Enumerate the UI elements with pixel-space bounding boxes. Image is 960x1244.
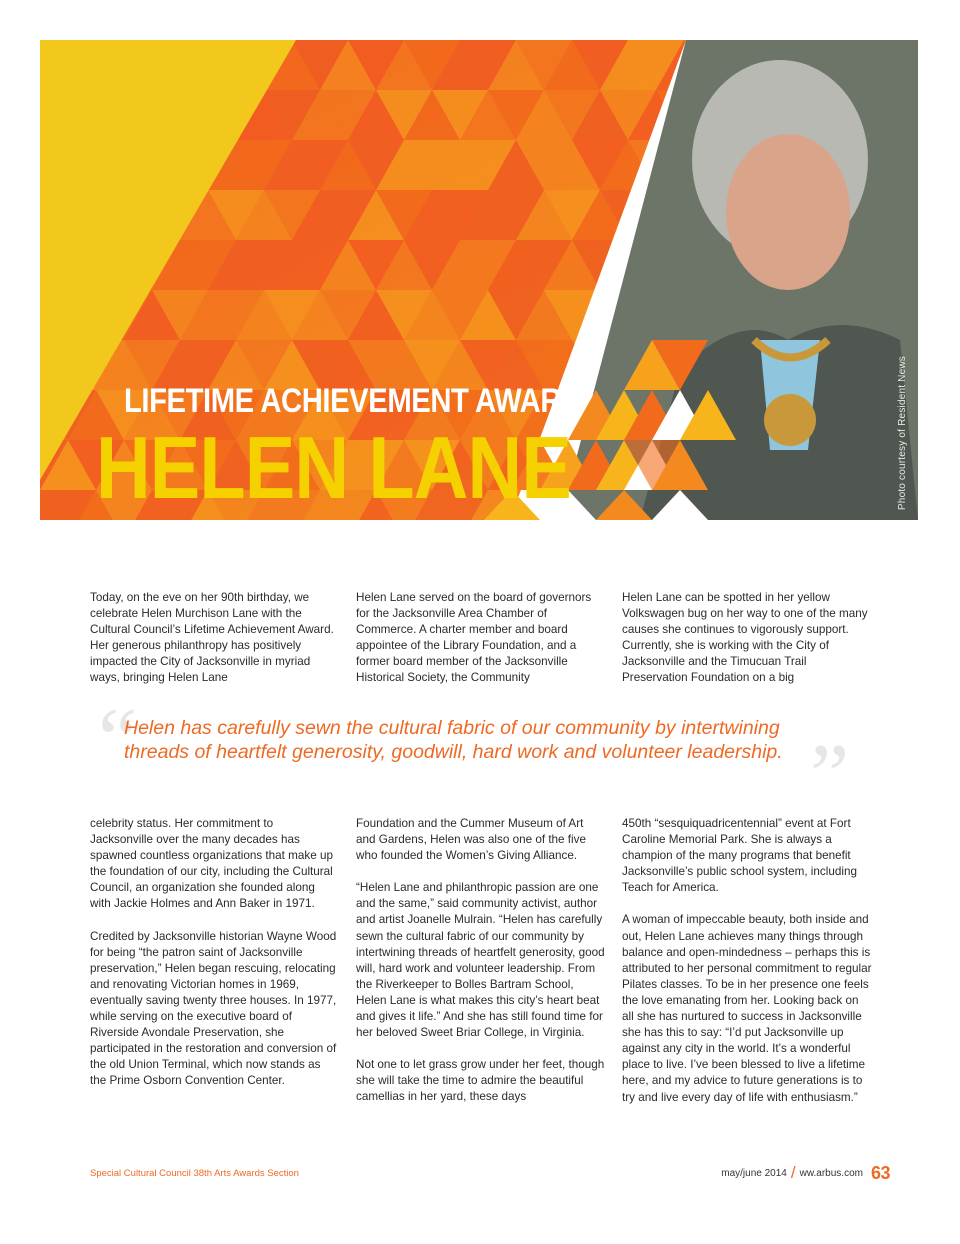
pull-quote [98, 691, 858, 824]
page-number: 63 [870, 1163, 890, 1183]
open-quote-mark: “ [98, 691, 138, 788]
paragraph: Helen Lane served on the board of governors for the Jacksonville Area Chamber of Commerce. A charter member and board appointee of the Library Foundation, and a former board member of the Jacksonville Historical Society, the Community [356, 591, 592, 685]
article-column-1-top [90, 590, 338, 703]
paragraph: celebrity status. Her commitment to Jacksonville over the many decades has spawned countless organizations that make up the foundation of our city, including the Cultural Council, an organization she founded along with Jackie Holmes and Ann Baker in 1971. [90, 817, 333, 911]
paragraph: Today, on the eve on her 90th birthday, we celebrate Helen Murchison Lane with the Cultural Council’s Lifetime Achievement Award. Her generous philanthropy has positively impacted the City of Jacksonville in myriad ways, bringing Helen Lane [90, 591, 334, 685]
paragraph: “Helen Lane and philanthropic passion are one and the same,” said community activist, author and artist Joanelle Mulrain. “Helen has carefully sewn the cultural fabric of our community by intertwining threads of heartfelt generosity, good will, hard work and volunteer leadership. From the Riverkeeper to Bolles Bartram School, Helen Lane is what makes this city’s heart beat and gives it life.” And she has still found time for her beloved Sweet Briar College, in Virginia. [356, 881, 605, 1040]
paragraph: A woman of impeccable beauty, both inside and out, Helen Lane achieves many things through balance and open-mindedness – perhaps this is attributed to her personal commitment to regular Pilates classes. To be in her presence one feels the love emanating from her. Looking back on all she has nurtured to success in Jacksonville she has this to say: “I’d put Jacksonville up against any city in the world. It’s a wonderful place to live. I’ve been blessed to live a lifetime here, and my advice to future generations is to try and live every day of life with enthusiasm.” [622, 913, 872, 1104]
article-column-1-bottom [90, 816, 338, 1106]
paragraph: 450th “sesquiquadricentennial” event at Fort Caroline Memorial Park. She is always a champion of the many programs that benefit Jacksonville’s public school system, including Teach for America. [622, 817, 857, 895]
issue-date: may/june 2014 [721, 1168, 787, 1179]
article-column-3-top [622, 590, 872, 703]
article-column-2-bottom [356, 816, 606, 1122]
article-column-3-bottom [622, 816, 872, 1122]
paragraph: Credited by Jacksonville historian Wayne Wood for being “the patron saint of Jacksonville preservation,” Helen began rescuing, relocating and renovating Victorian homes in 1969, eventually saving twenty three houses. In 1977, while serving on the executive board of Riverside Avondale Preservation, she participated in the restoration and conversion of the old Union Terminal, which now stands as the Prime Osborn Convention Center. [90, 929, 337, 1088]
pull-quote-text: Helen has carefully sewn the cultural fabric of our community by intertwining threads of heartfelt generosity, goodwill, hard work and volunteer leadership. [124, 717, 783, 763]
award-title: LIFETIME ACHIEVEMENT AWARD [124, 382, 582, 420]
paragraph: Not one to let grass grow under her feet, though she will take the time to admire the beautiful camellias in her yard, these days [356, 1058, 605, 1104]
close-quote-mark: ” [810, 727, 850, 824]
photo-credit: Photo courtesy of Resident News [897, 355, 908, 510]
footer-section-label: Special Cultural Council 38th Arts Awards Section [90, 1168, 299, 1179]
slash-divider: / [790, 1163, 796, 1182]
honoree-name: HELEN LANE [96, 418, 571, 517]
paragraph: Helen Lane can be spotted in her yellow Volkswagen bug on her way to one of the many causes she continues to vigorously support. Currently, she is working with the City of Jacksonville and the Timucuan Trail Preservation Foundation on a big [622, 591, 868, 685]
hero-banner [40, 40, 918, 520]
article-column-2-top [356, 590, 606, 703]
paragraph: Foundation and the Cummer Museum of Art and Gardens, Helen was also one of the five who founded the Women’s Giving Alliance. [356, 817, 586, 863]
website-link[interactable]: ww.arbus.com [799, 1168, 863, 1179]
footer-page-info [721, 1160, 890, 1181]
